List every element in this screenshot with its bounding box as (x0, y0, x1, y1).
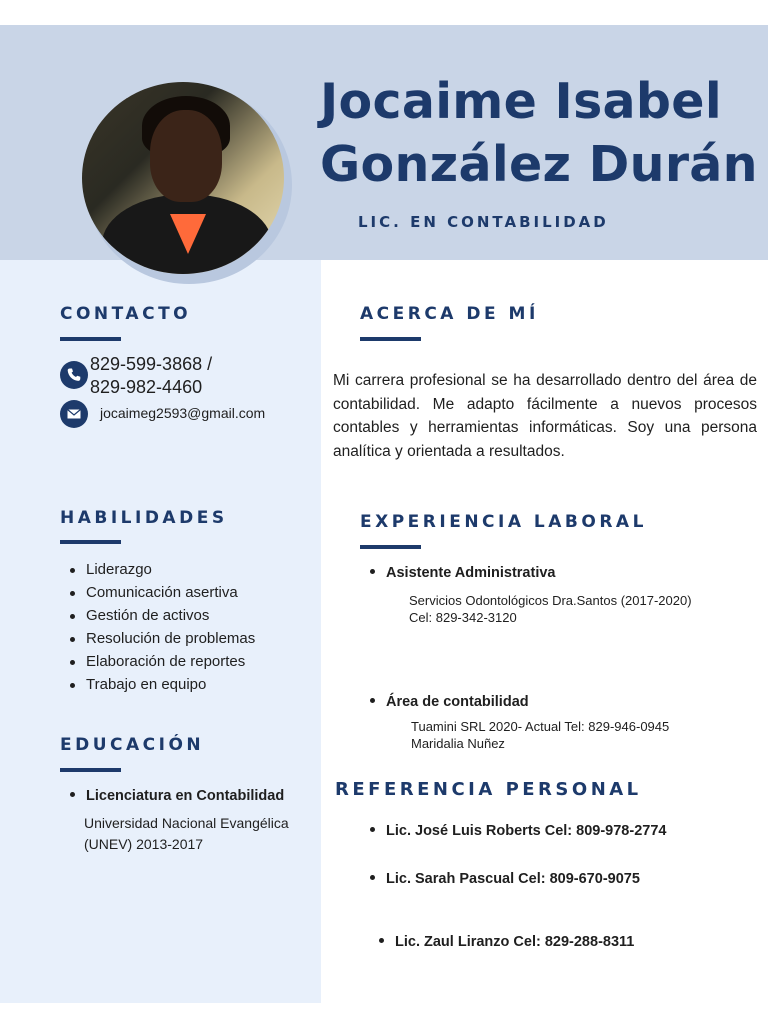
skill-item: Trabajo en equipo (60, 673, 255, 696)
about-text: Mi carrera profesional se ha desarrollado dentro del área de contabilidad. Me adapto fácilmente a nuevos procesos contables y herramientas informáticas. Soy una persona analítica y orientada a resultados. (333, 372, 757, 460)
reference-label: Lic. Sarah Pascual Cel: 809-670-9075 (386, 871, 640, 887)
bullet-dot (370, 827, 375, 832)
reference-label: Lic. José Luis Roberts Cel: 809-978-2774 (386, 823, 667, 839)
degree-label: Licenciatura en Contabilidad (86, 788, 285, 804)
job-detail-line: Tuamini SRL 2020- Actual Tel: 829-946-0945 (411, 719, 670, 734)
reference-label: Lic. Zaul Liranzo Cel: 829-288-8311 (395, 934, 635, 950)
job-title (370, 694, 529, 710)
education-institution (84, 813, 289, 855)
bullet-dot (370, 698, 375, 703)
reference-item (370, 823, 666, 839)
job-details (409, 592, 692, 626)
reference-item (370, 871, 640, 887)
skill-item: Comunicación asertiva (60, 581, 255, 604)
profile-photo (82, 82, 284, 274)
about-heading: ACERCA DE MÍ (360, 304, 539, 324)
photo-face (150, 110, 222, 202)
full-name (320, 70, 760, 196)
job-details (411, 718, 669, 752)
skills-heading: HABILIDADES (60, 508, 228, 528)
job-title (370, 565, 555, 581)
job-title-label: Área de contabilidad (386, 694, 529, 710)
name-line-1: Jocaime Isabel (320, 73, 722, 130)
contact-underline (60, 337, 121, 341)
bullet-dot (70, 792, 75, 797)
education-underline (60, 768, 121, 772)
institution-line-2: (UNEV) 2013-2017 (84, 836, 204, 852)
experience-heading: EXPERIENCIA LABORAL (360, 512, 647, 532)
skill-item: Resolución de problemas (60, 627, 255, 650)
email-address: jocaimeg2593@gmail.com (100, 405, 266, 421)
name-line-2: González Durán (320, 136, 758, 193)
education-heading: EDUCACIÓN (60, 735, 205, 755)
job-title-label: Asistente Administrativa (386, 565, 556, 581)
contact-heading: CONTACTO (60, 304, 192, 324)
bullet-dot (370, 569, 375, 574)
education-degree (70, 788, 284, 804)
phone-icon (60, 361, 88, 389)
skill-item: Elaboración de reportes (60, 650, 255, 673)
phone-line-2: 829-982-4460 (90, 377, 203, 397)
envelope-icon (60, 400, 88, 428)
experience-underline (360, 545, 421, 549)
institution-line-1: Universidad Nacional Evangélica (84, 815, 289, 831)
skills-list (60, 558, 255, 696)
job-detail-line: Servicios Odontológicos Dra.Santos (2017-2020) (409, 593, 692, 608)
phone-line-1: 829-599-3868 / (90, 354, 213, 374)
skill-item: Gestión de activos (60, 604, 255, 627)
bullet-dot (379, 938, 384, 943)
skill-item: Liderazgo (60, 558, 255, 581)
about-underline (360, 337, 421, 341)
skills-underline (60, 540, 121, 544)
professional-title: LIC. EN CONTABILIDAD (358, 213, 609, 231)
references-heading: REFERENCIA PERSONAL (335, 779, 642, 800)
bullet-dot (370, 875, 375, 880)
job-detail-line: Cel: 829-342-3120 (409, 610, 517, 625)
phone-numbers (90, 353, 212, 399)
reference-item (379, 934, 634, 950)
job-detail-line: Maridalia Nuñez (411, 736, 505, 751)
